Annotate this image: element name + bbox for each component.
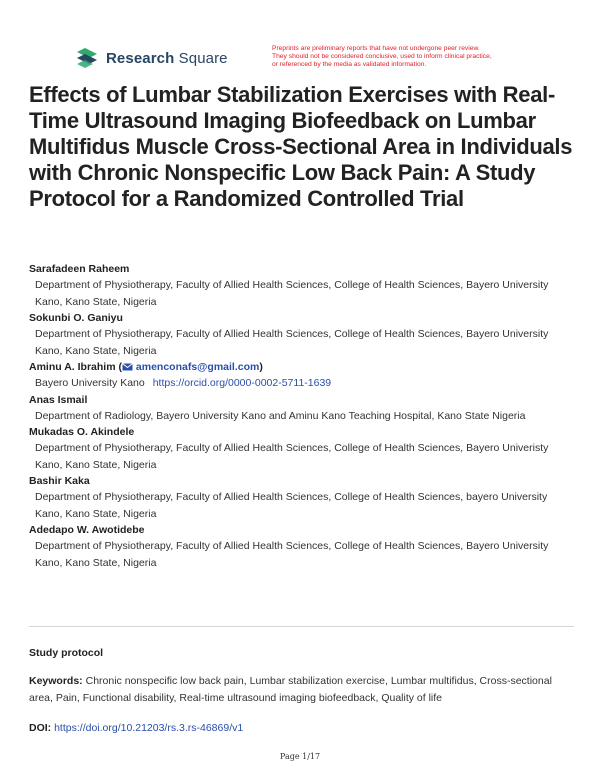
page-number: Page 1/17 <box>279 752 321 761</box>
article-type: Study protocol <box>29 647 104 659</box>
author-name: Sokunbi O. Ganiyu <box>29 312 123 324</box>
author-affiliation-line <box>29 375 574 392</box>
keywords-label: Keywords: <box>29 675 83 687</box>
author-name: Mukadas O. Akindele <box>29 426 135 438</box>
author-entry <box>29 261 574 310</box>
author-name: Adedapo W. Awotidebe <box>29 524 145 536</box>
author-email-link[interactable]: amenconafs@gmail.com <box>135 361 260 373</box>
disclaimer-line: They should not be considered conclusive, used to inform clinical practice, <box>272 53 492 61</box>
logo-wordmark: Research Square <box>106 49 228 67</box>
keywords-section <box>29 673 569 707</box>
disclaimer-line: Preprints are preliminary reports that have not undergone peer review. <box>272 45 480 52</box>
author-entry <box>29 310 574 359</box>
research-square-logo-icon <box>75 47 99 69</box>
author-name-line: Aminu A. Ibrahim ( amenconafs@gmail.com) <box>29 361 263 373</box>
author-name: Bashir Kaka <box>29 475 90 487</box>
author-list <box>29 261 574 571</box>
page-header <box>0 0 600 80</box>
paper-title: Effects of Lumbar Stabilization Exercises with Real-Time Ultrasound Imaging Biofeedback on Lumbar Multifidus Muscle Cross-Sectional Area in Individuals with Chronic Nonspecific Low Back Pain: A Study Protocol for a Randomized Controlled Trial <box>29 82 573 211</box>
doi-link[interactable]: https://doi.org/10.21203/rs.3.rs-46869/v1 <box>54 722 244 734</box>
author-affiliation: Department of Radiology, Bayero University Kano and Aminu Kano Teaching Hospital, Kano State Nigeria <box>35 409 526 422</box>
author-entry <box>29 392 574 425</box>
preprint-disclaimer <box>272 45 532 70</box>
author-affiliation: Department of Physiotherapy, Faculty of Allied Health Sciences, College of Health Sciences, Bayero University Kano, Kano State, Nigeria <box>35 328 549 357</box>
author-name: Sarafadeen Raheem <box>29 263 130 275</box>
doi-label: DOI: <box>29 722 52 734</box>
author-entry-corresponding <box>29 359 574 392</box>
doi-section <box>29 722 243 734</box>
keywords-text: Chronic nonspecific low back pain, Lumbar stabilization exercise, Lumbar multifidus, Cross-sectional area, Pain, Functional disability, Real-time ultrasound imaging biofeedback, Quality of life <box>29 675 552 704</box>
author-entry <box>29 473 574 522</box>
author-entry <box>29 522 574 571</box>
disclaimer-line: or referenced by the media as validated information. <box>272 61 427 69</box>
author-name: Anas Ismail <box>29 393 88 406</box>
section-divider <box>29 626 574 627</box>
author-affiliation: Bayero University Kano <box>35 377 145 389</box>
research-square-logo[interactable] <box>75 46 228 70</box>
author-name: Aminu A. Ibrahim <box>29 361 116 373</box>
author-affiliation: Department of Physiotherapy, Faculty of Allied Health Sciences, College of Health Sciences, Bayero Univeristy Kano, Kano State, Nigeria <box>35 442 549 471</box>
author-affiliation: Department of Physiotherapy, Faculty of Allied Health Sciences, College of Health Sciences, Bayero University Kano, Kano State, Nigeria <box>35 279 549 308</box>
author-affiliation: Department of Physiotherapy, Faculty of Allied Health Sciences, College of Health Sciences, Bayero University Kano, Kano State, Nigeria <box>35 540 549 569</box>
author-affiliation: Department of Physiotherapy, Faculty of Allied Health Sciences, College of Health Sciences, bayero University Kano, Kano State, Nigeria <box>35 491 548 520</box>
author-entry <box>29 424 574 473</box>
mail-icon <box>122 363 133 371</box>
orcid-link[interactable]: https://orcid.org/0000-0002-5711-1639 <box>152 377 332 389</box>
